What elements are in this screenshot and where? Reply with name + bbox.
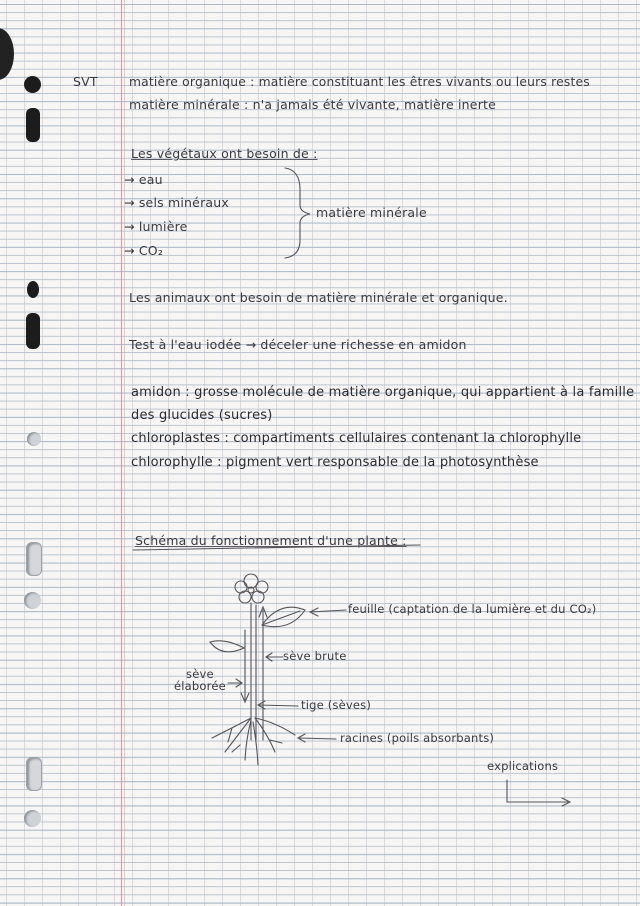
leader-leaf bbox=[310, 610, 346, 612]
definition-starch-cont: des glucides (sucres) bbox=[131, 408, 273, 423]
schema-title-underline bbox=[133, 545, 420, 550]
label-raw-sap: sève brute bbox=[283, 649, 347, 663]
animals-need-line: Les animaux ont besoin de matière minérale et organique. bbox=[129, 290, 508, 305]
need-mineral-salts: → sels minéraux bbox=[124, 195, 229, 210]
label-elaborated-sap-1: sève bbox=[186, 667, 214, 681]
curly-brace bbox=[285, 168, 310, 258]
plants-need-heading: Les végétaux ont besoin de : bbox=[131, 146, 318, 161]
iodine-test-line: Test à l'eau iodée → déceler une richesse en amidon bbox=[129, 337, 467, 352]
leader-stem bbox=[258, 705, 298, 706]
label-elaborated-sap-2: élaborée bbox=[174, 679, 226, 693]
definition-organic: matière organique : matière constituant les êtres vivants ou leurs restes bbox=[129, 75, 590, 89]
flower-icon bbox=[235, 574, 268, 603]
leader-roots bbox=[298, 738, 336, 739]
schema-title: Schéma du fonctionnement d'une plante : bbox=[135, 533, 407, 548]
need-light: → lumière bbox=[124, 219, 188, 234]
label-roots: racines (poils absorbants) bbox=[340, 731, 495, 745]
brace-label-mineral: matière minérale bbox=[316, 205, 427, 220]
label-explanations: explications bbox=[487, 759, 559, 773]
label-leaf: feuille (captation de la lumière et du CO₂) bbox=[348, 602, 597, 616]
definition-chlorophyll: chlorophylle : pigment vert responsable de la photosynthèse bbox=[131, 455, 539, 470]
definition-chloroplasts: chloroplastes : compartiments cellulaires contenant la chlorophylle bbox=[131, 431, 582, 446]
need-water: → eau bbox=[124, 172, 163, 187]
roots-icon bbox=[212, 718, 295, 765]
definition-starch: amidon : grosse molécule de matière organique, qui appartient à la famille bbox=[131, 385, 635, 400]
subject-label: SVT bbox=[73, 74, 98, 89]
leaf-left-icon bbox=[210, 641, 244, 652]
axis-corner bbox=[507, 780, 568, 802]
need-co2: → CO₂ bbox=[124, 243, 164, 258]
definition-mineral: matière minérale : n'a jamais été vivante, matière inerte bbox=[129, 97, 497, 112]
label-stem: tige (sèves) bbox=[301, 698, 372, 712]
